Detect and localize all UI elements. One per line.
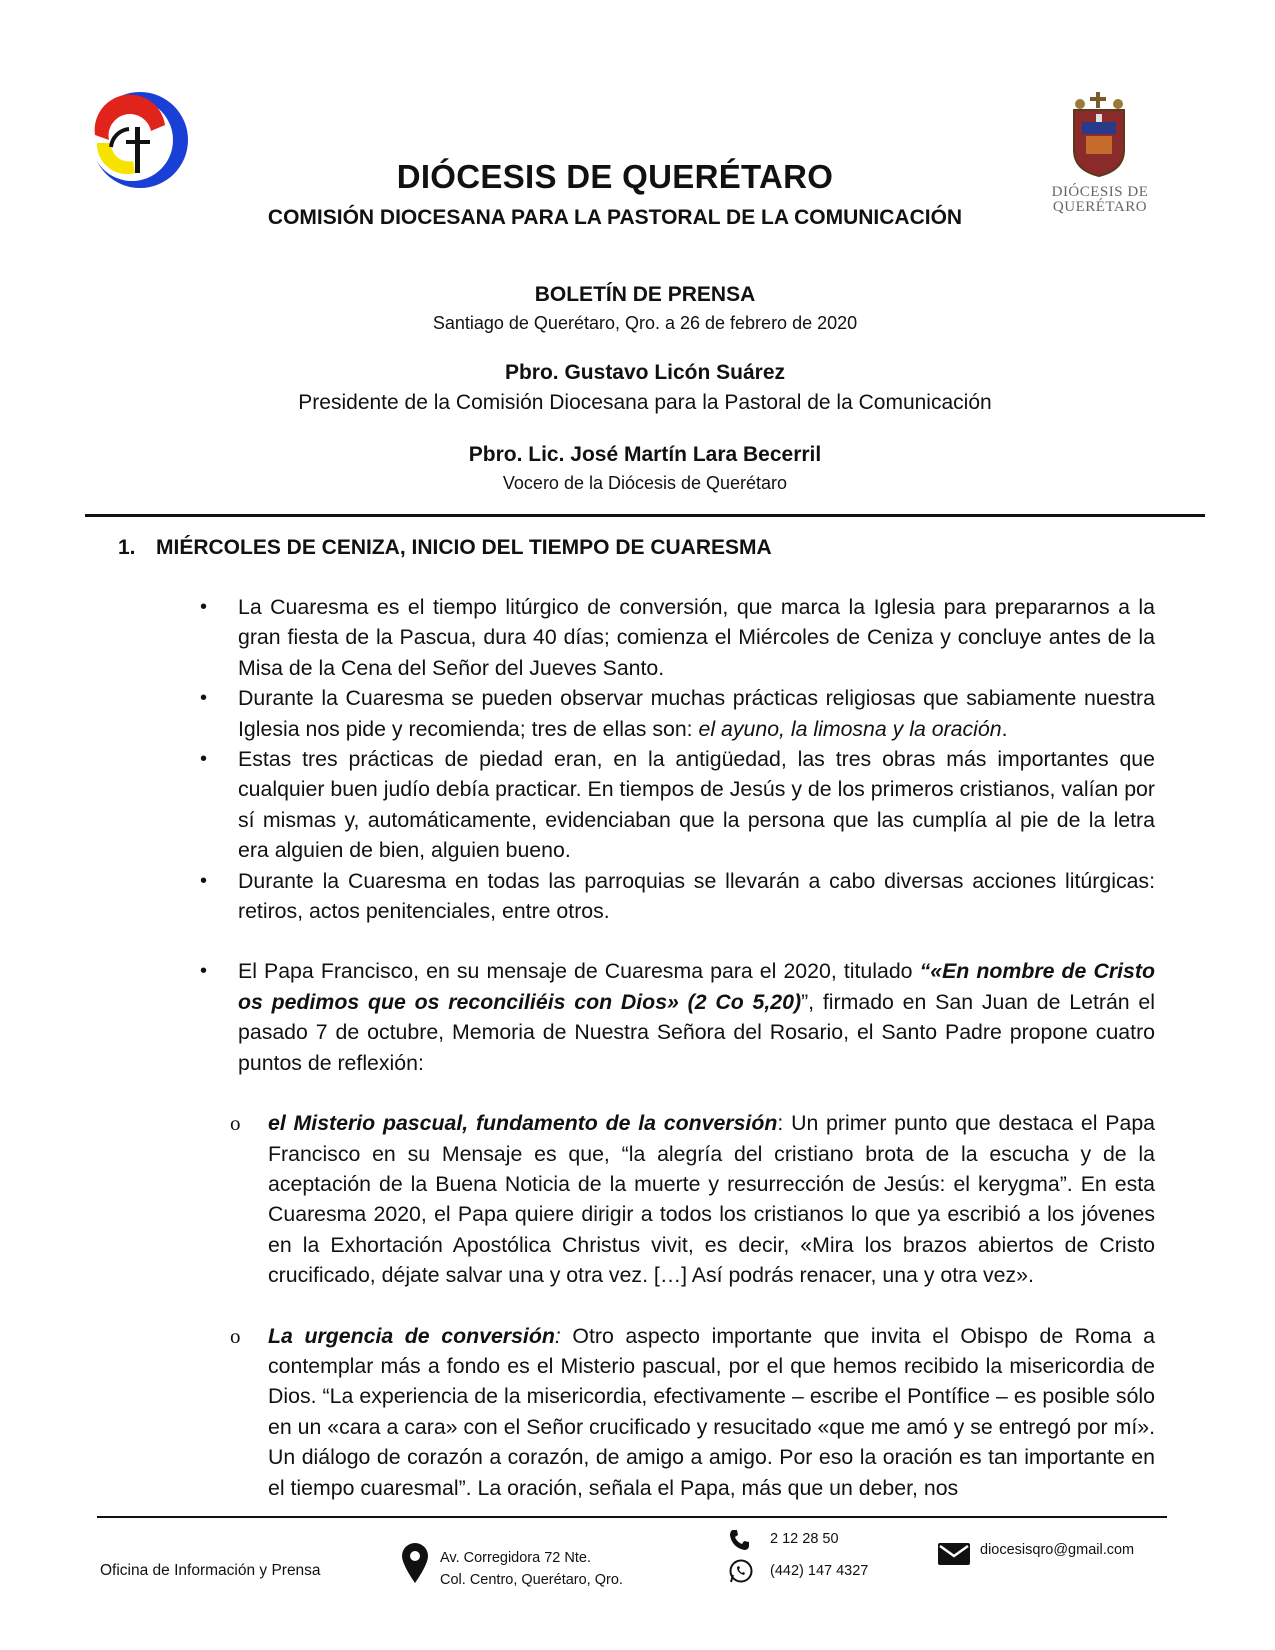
diocese-crest [1040, 90, 1160, 220]
bullet-item [200, 592, 1155, 683]
subpoint-colon: : [554, 1323, 561, 1348]
bulletin-date: Santiago de Querétaro, Qro. a 26 de febrero de 2020 [432, 313, 858, 333]
subpoint-text: Otro aspecto importante que invita el Obispo de Roma a contemplar más a fondo es el Misterio pascual, por el que hemos recibido la misericordia de Dios. “La experiencia de la misericordia, efectivamente – escribe el Pontífice – es posible sólo en un «cara a cara» con el Señor crucificado y resucitado «que me amó y se entregó por mí». Un diálogo de corazón a corazón, de amigo a amigo. Por eso la oración es tan importante en el tiempo cuaresmal”. La oración, señala el Papa, más que un deber, nos [268, 1323, 1155, 1500]
subpoint-marker: o [230, 1111, 241, 1136]
section-heading [118, 536, 772, 560]
footer-whatsapp[interactable]: (442) 147 4327 [770, 1563, 869, 1579]
bullet-text: . [1001, 716, 1008, 741]
subpoint-item [230, 1108, 1155, 1290]
subpoint-item [230, 1321, 1155, 1503]
section-number: 1. [118, 536, 136, 559]
bullet-text: Durante la Cuaresma se pueden observar muchas prácticas religiosas que sabiamente nuestra Iglesia nos pide y recomienda; tres de ellas son: [238, 686, 1155, 741]
footer-address-line1: Av. Corregidora 72 Nte. [440, 1550, 591, 1566]
header-divider [85, 514, 1205, 517]
president-role: Presidente de la Comisión Diocesana para la Pastoral de la Comunicación [298, 391, 992, 414]
phone-icon [728, 1528, 752, 1557]
subpoint-text: : Un primer punto que destaca el Papa Francisco en su Mensaje es que, “la alegría del cristiano brota de la escucha y de la aceptación de la Buena Noticia de la muerte y resurrección de Jesús: el kerygma”. En esta Cuaresma 2020, el Papa quiere dirigir a todos los cristianos lo que ya escribió a los jóvenes en la Exhortación Apostólica Christus vivit, es decir, «Mira los brazos abiertos de Cristo crucificado, déjate salvar una y otra vez. […] Así podrás renacer, una y otra vez». [268, 1111, 1156, 1288]
subpoint-title: el Misterio pascual, fundamento de la conversión [268, 1111, 778, 1136]
bullet-item [200, 744, 1155, 866]
section-title: MIÉRCOLES DE CENIZA, INICIO DEL TIEMPO DE CUARESMA [156, 536, 772, 559]
footer-office: Oficina de Información y Prensa [100, 1562, 321, 1579]
body-content [200, 592, 1155, 1503]
subpoint-marker: o [230, 1323, 241, 1348]
page-subtitle: COMISIÓN DIOCESANA PARA LA PASTORAL DE LA COMUNICACIÓN [267, 206, 963, 229]
page-title: DIÓCESIS DE QUERÉTARO [396, 158, 834, 195]
bullet-text: La Cuaresma es el tiempo litúrgico de conversión, que marca la Iglesia para prepararnos a la gran fiesta de la Pascua, dura 40 días; comienza el Miércoles de Ceniza y concluye antes de la Misa de la Cena del Señor del Jueves Santo. [238, 595, 1155, 680]
footer-address-line2: Col. Centro, Querétaro, Qro. [440, 1572, 623, 1588]
footer-phone[interactable]: 2 12 28 50 [770, 1531, 839, 1547]
bulletin-title: BOLETÍN DE PRENSA [534, 283, 756, 306]
president-name: Pbro. Gustavo Licón Suárez [504, 361, 786, 384]
footer-divider [97, 1516, 1167, 1518]
bullet-item [200, 956, 1155, 1078]
message-title: “«En nombre de Cristo os pedimos que os reconciliéis con Dios» (2 Co 5,20) [238, 959, 1156, 1014]
spokesman-name: Pbro. Lic. José Martín Lara Becerril [468, 443, 822, 466]
bullet-text: Durante la Cuaresma en todas las parroquias se llevarán a cabo diversas acciones litúrgicas: retiros, actos penitenciales, entre otros. [238, 868, 1155, 924]
crest-line-1: DIÓCESIS DE [1051, 184, 1149, 200]
crest-line-2: QUERÉTARO [1052, 199, 1148, 215]
bullet-italic-text: el ayuno, la limosna y la oración [698, 716, 1002, 741]
location-pin-icon [402, 1543, 428, 1588]
footer-email[interactable]: diocesisqro@gmail.com [980, 1542, 1135, 1558]
subpoint-title: La urgencia de conversión [268, 1323, 555, 1348]
bullet-item [200, 683, 1155, 744]
whatsapp-icon [728, 1558, 754, 1589]
bullet-text: ”, firmado en San Juan de Letrán el pasado 7 de octubre, Memoria de Nuestra Señora del Rosario, el Santo Padre propone cuatro puntos de reflexión: [238, 989, 1155, 1075]
bullet-text: El Papa Francisco, en su mensaje de Cuaresma para el 2020, titulado [238, 959, 920, 984]
bullet-text: Estas tres prácticas de piedad eran, en la antigüedad, las tres obras más importantes que cualquier buen judío debía practicar. En tiempos de Jesús y de los primeros cristianos, valían por sí mismas y, automáticamente, evidenciaban que la persona que las cumplía al pie de la letra era alguien de bien, alguien bueno. [238, 747, 1155, 863]
email-icon [938, 1543, 970, 1570]
spokesman-role: Vocero de la Diócesis de Querétaro [502, 473, 788, 493]
bullet-item [200, 866, 1155, 927]
